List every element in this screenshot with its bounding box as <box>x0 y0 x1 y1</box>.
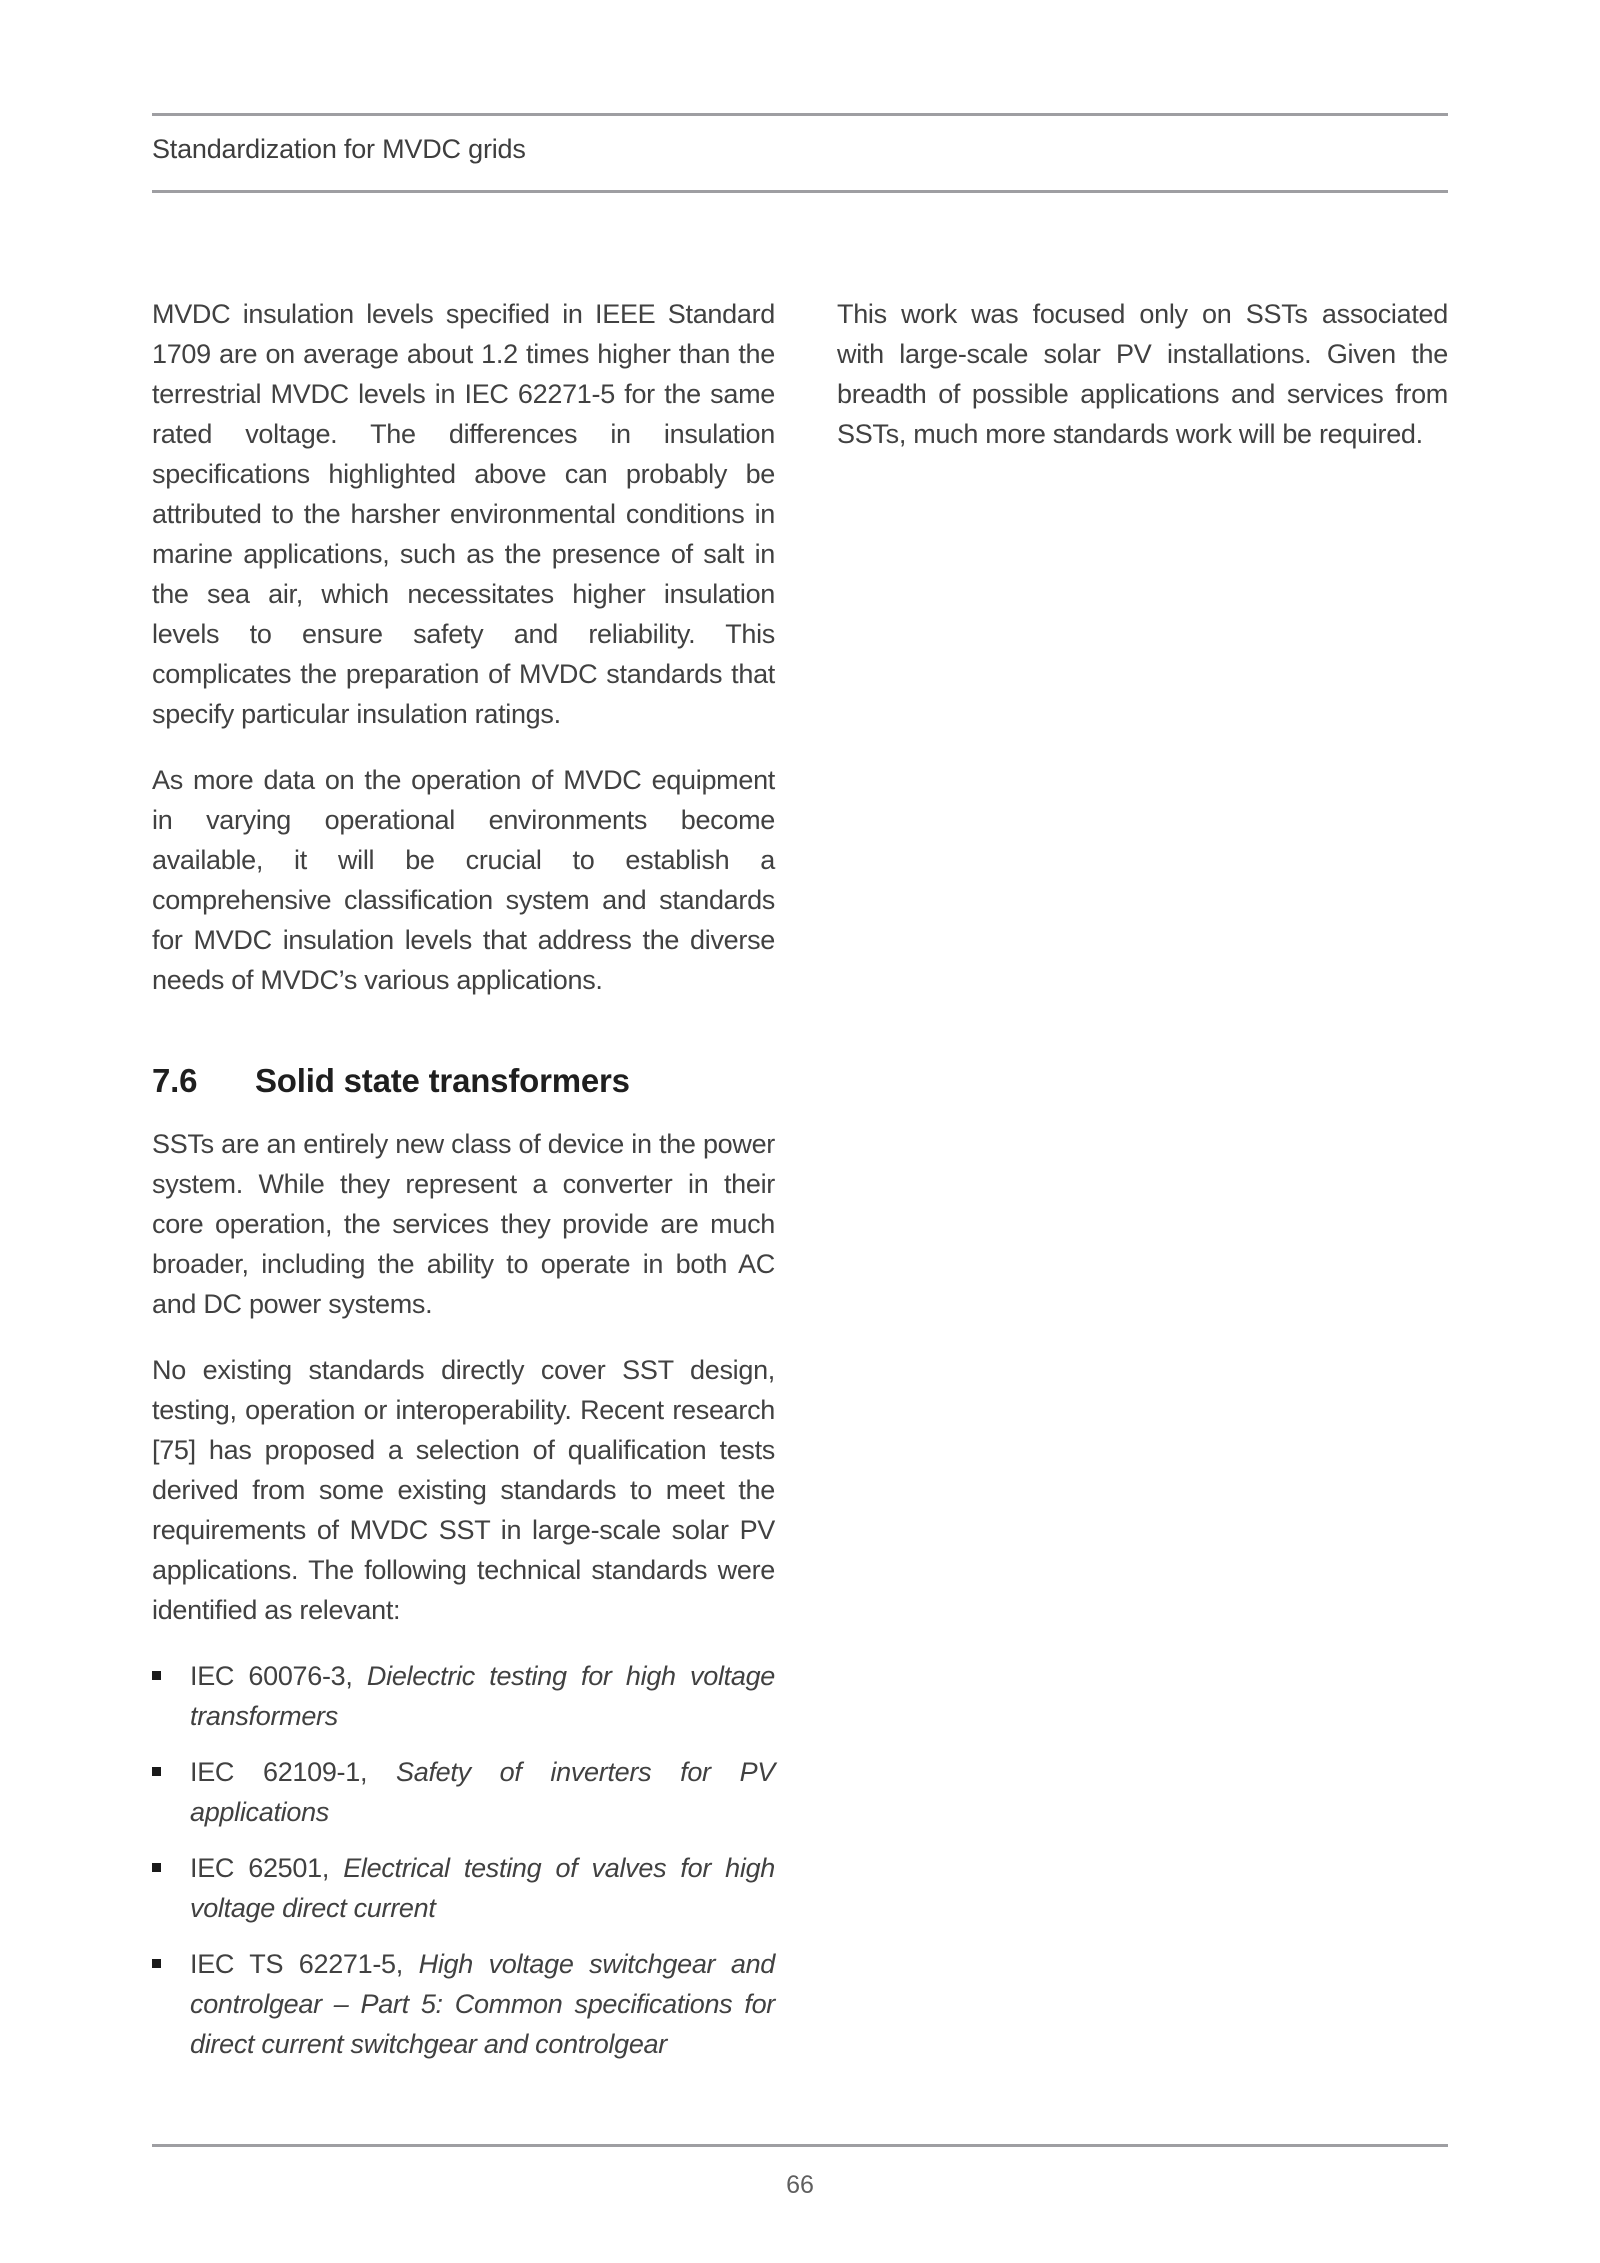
page-footer <box>152 2144 1448 2200</box>
bullet-square-icon <box>152 1671 161 1680</box>
list-item-text <box>190 1944 775 2064</box>
list-item-text <box>190 1752 775 1832</box>
list-item <box>152 1656 775 1736</box>
standard-title: High voltage switchgear and controlgear – Part 5: Common specifications for direct current switchgear and controlgear <box>190 1949 776 2059</box>
standard-code: IEC 60076-3, <box>190 1661 353 1691</box>
bullet-square-icon <box>152 1959 161 1968</box>
footer-rule <box>152 2144 1448 2147</box>
right-column <box>837 294 1448 2064</box>
page-header <box>152 113 1448 193</box>
list-item <box>152 1848 775 1928</box>
standard-code: IEC 62109-1, <box>190 1757 368 1787</box>
list-item <box>152 1944 775 2064</box>
paragraph-insulation-levels: MVDC insulation levels specified in IEEE Standard 1709 are on average about 1.2 times higher than the terrestrial MVDC levels in IEC 62271-5 for the same rated voltage. The differences in insulation specifications highlighted above can probably be attributed to the harsher environmental conditions in marine applications, such as the presence of salt in the sea air, which necessitates higher insulation levels to ensure safety and reliability. This complicates the preparation of MVDC standards that specify particular insulation ratings. <box>152 299 775 729</box>
paragraph-sst-standards: No existing standards directly cover SST design, testing, operation or interoperability. Recent research [75] has proposed a selection of qualification tests derived from some existing standards to meet the requirements of MVDC SST in large-scale solar PV applications. The following technical standards were identified as relevant: <box>152 1355 775 1625</box>
paragraph-classification-need: As more data on the operation of MVDC equipment in varying operational environments become available, it will be crucial to establish a comprehensive classification system and standards for MVDC insulation levels that address the diverse needs of MVDC’s various applications. <box>152 765 775 995</box>
running-title: Standardization for MVDC grids <box>152 134 526 164</box>
standards-list <box>152 1656 775 2064</box>
bullet-square-icon <box>152 1863 161 1872</box>
standard-title: Electrical testing of valves for high voltage direct current <box>190 1853 776 1923</box>
header-bottom-rule <box>152 190 1448 193</box>
bullet-square-icon <box>152 1767 161 1776</box>
page-number: 66 <box>786 2171 814 2199</box>
list-item-text <box>190 1848 775 1928</box>
section-number: 7.6 <box>152 1062 198 1099</box>
page-body <box>152 294 1448 2064</box>
list-item <box>152 1752 775 1832</box>
standard-code: IEC TS 62271-5, <box>190 1949 403 1979</box>
standard-code: IEC 62501, <box>190 1853 330 1883</box>
paragraph-sst-intro: SSTs are an entirely new class of device in the power system. While they represent a converter in their core operation, the services they provide are much broader, including the ability to operate in both AC and DC power systems. <box>152 1129 775 1319</box>
standard-title: Dielectric testing for high voltage transformers <box>190 1661 776 1731</box>
list-item-text <box>190 1656 775 1736</box>
section-heading <box>152 1062 775 1100</box>
standard-title: Safety of inverters for PV applications <box>190 1757 776 1827</box>
section-title: Solid state transformers <box>255 1062 630 1099</box>
left-column <box>152 294 775 2064</box>
paragraph-sst-scope: This work was focused only on SSTs associated with large-scale solar PV installations. Given the breadth of possible applications and services from SSTs, much more standards work will be required. <box>837 299 1448 449</box>
